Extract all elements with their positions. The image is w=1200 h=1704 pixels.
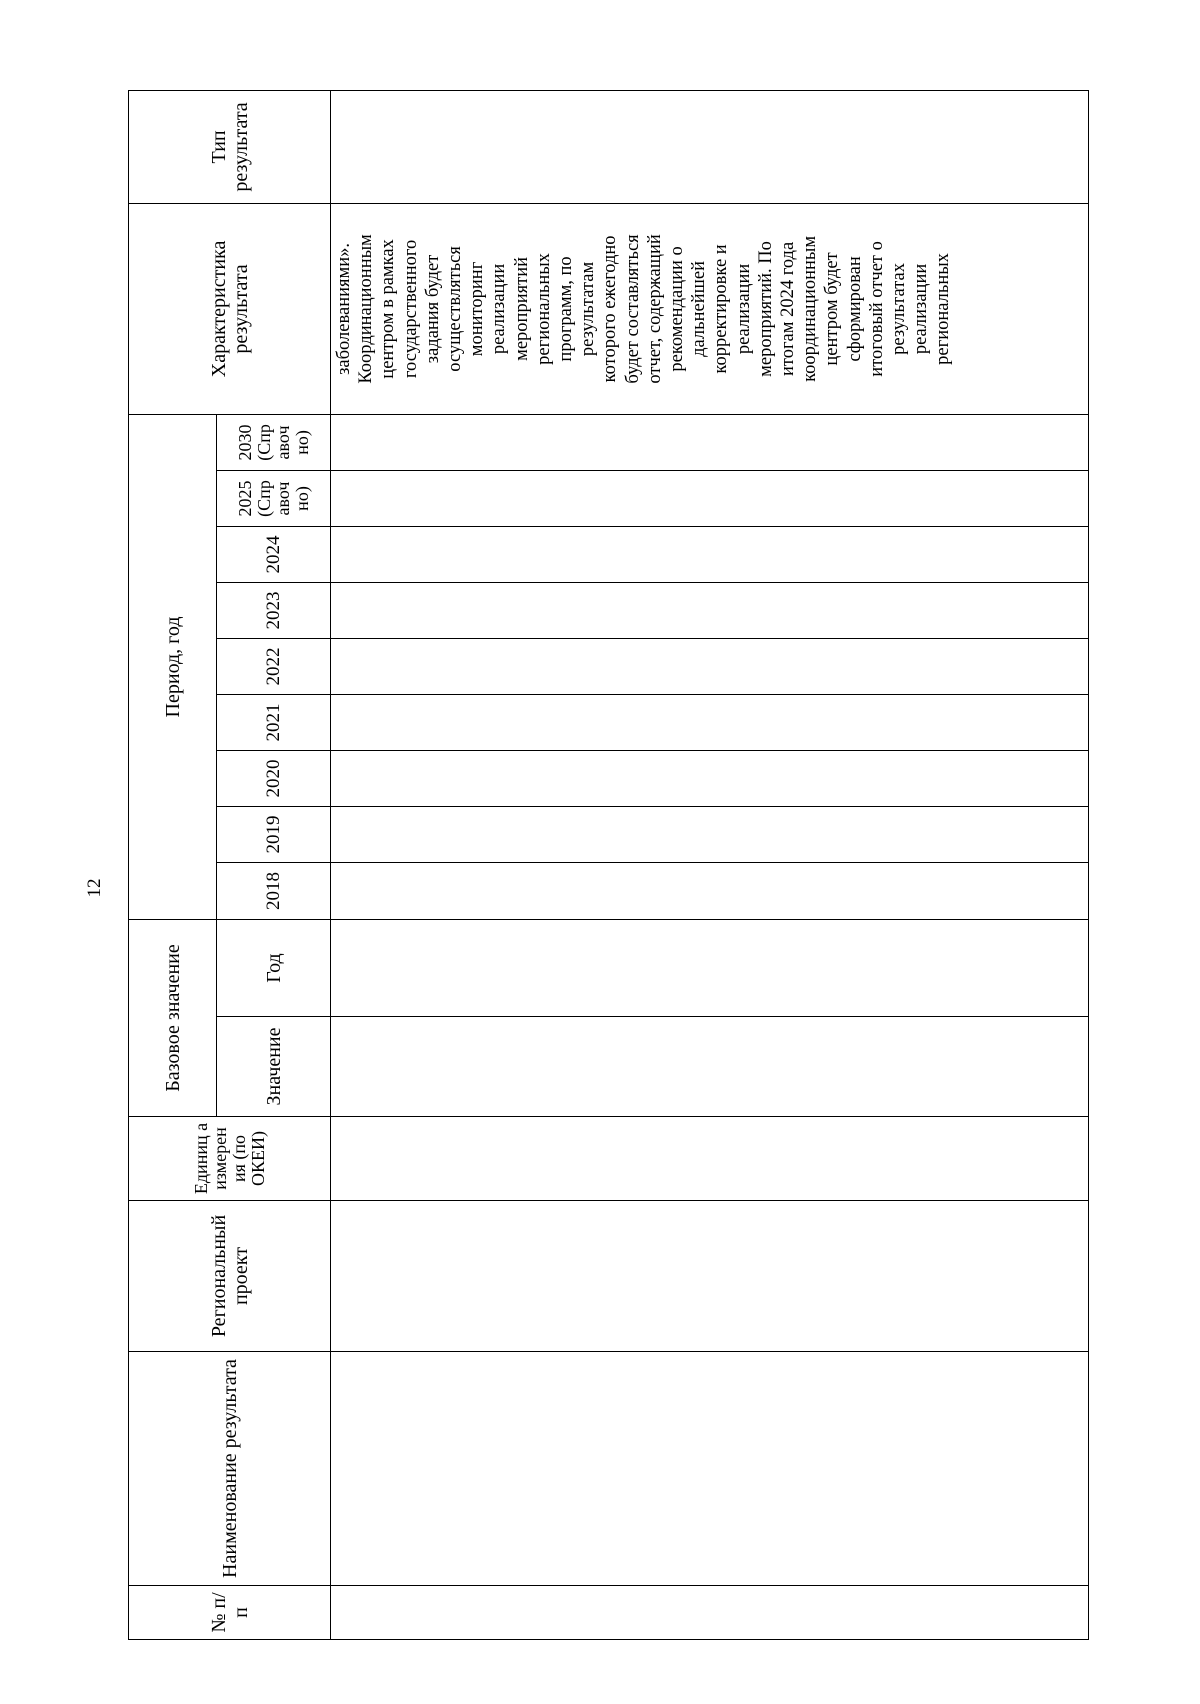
characteristic-line: будет составляться [622, 234, 643, 384]
cell-result-type [331, 90, 1089, 203]
characteristic-line: итоговый отчет о [866, 241, 887, 377]
characteristic-line: Координационным [356, 234, 377, 384]
characteristic-line: мероприятий [511, 257, 532, 361]
header-result-type: Тип результата [129, 90, 331, 203]
cell-year-2019 [331, 806, 1089, 862]
results-table [128, 90, 1089, 1640]
characteristic-line: итогам 2024 года [778, 241, 799, 377]
table-row [331, 90, 1089, 1639]
characteristic-line: региональных [933, 253, 954, 365]
characteristic-line: центром будет [822, 252, 843, 366]
characteristic-line: программ, по [556, 256, 577, 362]
cell-result-name [331, 1352, 1089, 1586]
characteristic-line: реализации [733, 263, 754, 355]
header-regional-project: Региональный проект [129, 1201, 331, 1352]
characteristic-line: государственного [400, 239, 421, 379]
header-base-value-year: Год [217, 919, 331, 1016]
cell-unit [331, 1117, 1089, 1201]
header-year-2020: 2020 [217, 750, 331, 806]
header-year-2025: 2025 (Спр авоч но) [217, 470, 331, 526]
header-result-name: Наименование результата [129, 1352, 331, 1586]
cell-number [331, 1586, 1089, 1640]
header-year-2030: 2030 (Спр авоч но) [217, 414, 331, 470]
characteristic-line: рекомендации о [667, 246, 688, 372]
characteristic-line: осуществляться [445, 246, 466, 372]
cell-year-2020 [331, 750, 1089, 806]
cell-base-value [331, 1017, 1089, 1117]
characteristic-line: результатам [578, 261, 599, 357]
characteristic-line: сформирован [844, 256, 865, 362]
header-unit: Единиц а измерен ия (по ОКЕИ) [129, 1117, 331, 1201]
cell-regional-project [331, 1201, 1089, 1352]
header-year-2023: 2023 [217, 582, 331, 638]
cell-year-2023 [331, 582, 1089, 638]
characteristic-line: корректировке и [711, 244, 732, 374]
characteristic-line: заболеваниями». [334, 243, 354, 375]
characteristic-line: региональных [533, 253, 554, 365]
header-year-2019: 2019 [217, 806, 331, 862]
header-year-2024: 2024 [217, 526, 331, 582]
characteristic-line: центром в рамках [378, 239, 399, 379]
header-period: Период, год [129, 414, 217, 919]
header-base-value: Базовое значение [129, 919, 217, 1116]
results-table-sheet [128, 96, 1088, 1640]
header-year-2022: 2022 [217, 638, 331, 694]
header-base-value-value: Значение [217, 1017, 331, 1117]
page-number: 12 [84, 878, 105, 898]
header-year-2018: 2018 [217, 862, 331, 919]
cell-year-2022 [331, 638, 1089, 694]
header-year-2021: 2021 [217, 694, 331, 750]
characteristic-line: реализации [911, 263, 932, 355]
header-number: № п/п [129, 1586, 331, 1640]
header-characteristic: Характеристика результата [129, 203, 331, 414]
cell-year-2030 [331, 414, 1089, 470]
cell-characteristic [331, 203, 1089, 414]
cell-year-2018 [331, 862, 1089, 919]
characteristic-line: результатах [889, 263, 910, 355]
characteristic-line: которого ежегодно [600, 235, 621, 383]
characteristic-line: мониторинг [467, 261, 488, 357]
characteristic-line: координационным [800, 235, 821, 382]
cell-year-2024 [331, 526, 1089, 582]
cell-base-year [331, 919, 1089, 1016]
cell-year-2025 [331, 470, 1089, 526]
characteristic-line: реализации [489, 263, 510, 355]
characteristic-line: задания будет [422, 254, 443, 364]
characteristic-line: мероприятий. По [755, 241, 776, 377]
cell-year-2021 [331, 694, 1089, 750]
characteristic-line: отчет, содержащий [644, 234, 665, 384]
characteristic-line: дальнейшей [689, 261, 710, 357]
